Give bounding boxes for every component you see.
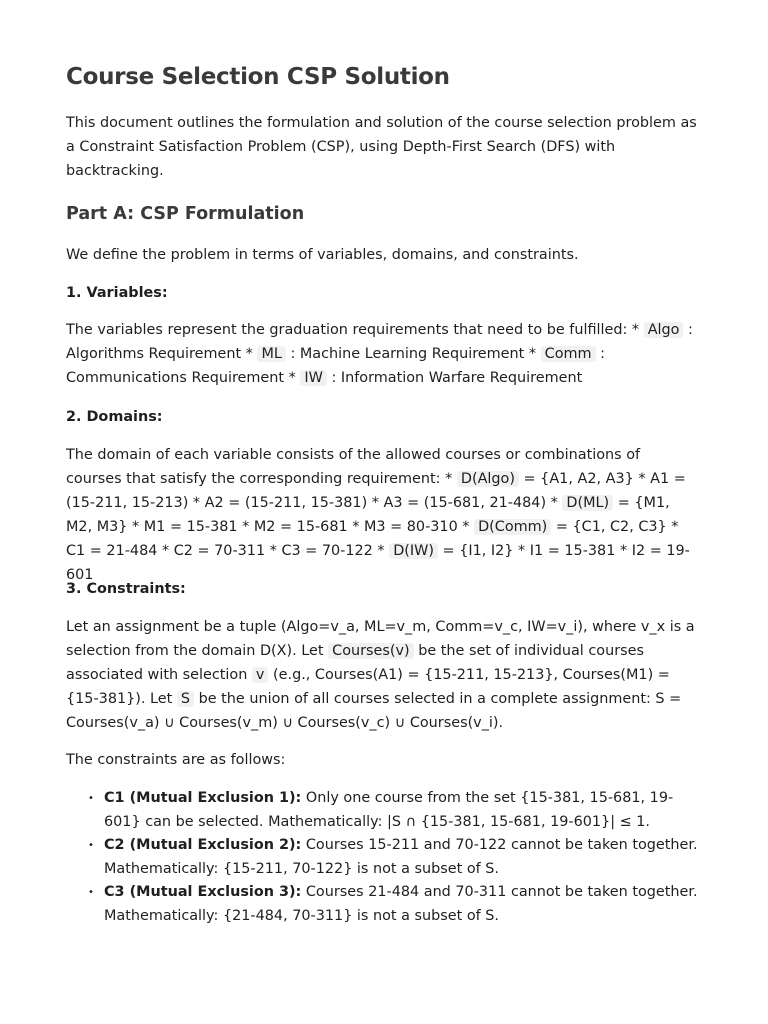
text-run: Let an assignment be a tuple (Algo=v_a, ML=v_m, Comm=v_c, IW=v_i), where v_x is a selection from the domain D(X). Let [66,619,695,659]
constraints-heading: 3. Constraints: [66,581,186,597]
domains-paragraph [66,443,700,587]
text-run: = {C1, C2, C3} * C1 = 21-484 * C2 = 70-311 * C3 = 70-122 * [66,519,679,559]
inline-code: IW [300,370,326,386]
constraints-list [66,787,700,928]
domains-heading: 2. Domains: [66,409,163,425]
inline-code: Courses(v) [328,643,413,659]
text-run: : Machine Learning Requirement * [285,346,541,362]
text-run: : Algorithms Requirement * [66,322,693,362]
constraint-text: Only one course from the set {15-381, 15-681, 19-601} can be selected. Mathematically: |S ∩ {15-381, 15-681, 19-601}| ≤ 1. [104,790,674,830]
variables-heading: 1. Variables: [66,285,168,301]
constraint-text: Courses 21-484 and 70-311 cannot be taken together. Mathematically: {21-484, 70-311} is not a subset of S. [104,884,698,924]
inline-code: v [252,667,269,683]
inline-code: Algo [644,322,684,338]
text-run: : Information Warfare Requirement [326,370,583,386]
constraints-list-intro: The constraints are as follows: [66,752,286,768]
text-run: The domain of each variable consists of the allowed courses or combinations of courses that satisfy the corresponding requirement: * [66,447,641,487]
text-run: be the union of all courses selected in a complete assignment: S = Courses(v_a) ∪ Courses(v_m) ∪ Courses(v_c) ∪ Courses(v_i). [66,691,682,731]
inline-code: S [177,691,194,707]
list-item [66,834,700,881]
constraints-paragraph [66,615,700,735]
inline-code: Comm [541,346,596,362]
text-run: = {M1, M2, M3} * M1 = 15-381 * M2 = 15-681 * M3 = 80-310 * [66,495,670,535]
variables-paragraph [66,318,700,390]
list-item [66,787,700,834]
text-run: : Communications Requirement * [66,346,605,386]
inline-code: D(Comm) [474,519,551,535]
inline-code: D(Algo) [457,471,519,487]
text-run: = {A1, A2, A3} * A1 = (15-211, 15-213) * A2 = (15-211, 15-381) * A3 = (15-681, 21-484) * [66,471,686,511]
list-item [66,881,700,928]
text-run: be the set of individual courses associated with selection [66,643,644,683]
part-a-intro: We define the problem in terms of variables, domains, and constraints. [66,247,579,263]
page-title: Course Selection CSP Solution [66,64,450,90]
text-run: The variables represent the graduation requirements that need to be fulfilled: * [66,322,644,338]
text-run: = {I1, I2} * I1 = 15-381 * I2 = 19-601 [66,543,690,583]
text-run: (e.g., Courses(A1) = {15-211, 15-213}, Courses(M1) = {15-381}). Let [66,667,670,707]
constraint-label: C1 (Mutual Exclusion 1): [104,790,302,806]
section-heading-part-a: Part A: CSP Formulation [66,204,305,224]
intro-paragraph: This document outlines the formulation and solution of the course selection problem as a Constraint Satisfaction Problem (CSP), using Depth-First Search (DFS) with backtracking. [66,115,697,179]
bullet-icon: • [88,840,94,851]
inline-code: ML [257,346,285,362]
bullet-icon: • [88,887,94,898]
constraint-label: C3 (Mutual Exclusion 3): [104,884,302,900]
constraint-text: Courses 15-211 and 70-122 cannot be taken together. Mathematically: {15-211, 70-122} is not a subset of S. [104,837,698,877]
bullet-icon: • [88,793,94,804]
inline-code: D(IW) [389,543,438,559]
inline-code: D(ML) [562,495,613,511]
constraint-label: C2 (Mutual Exclusion 2): [104,837,302,853]
